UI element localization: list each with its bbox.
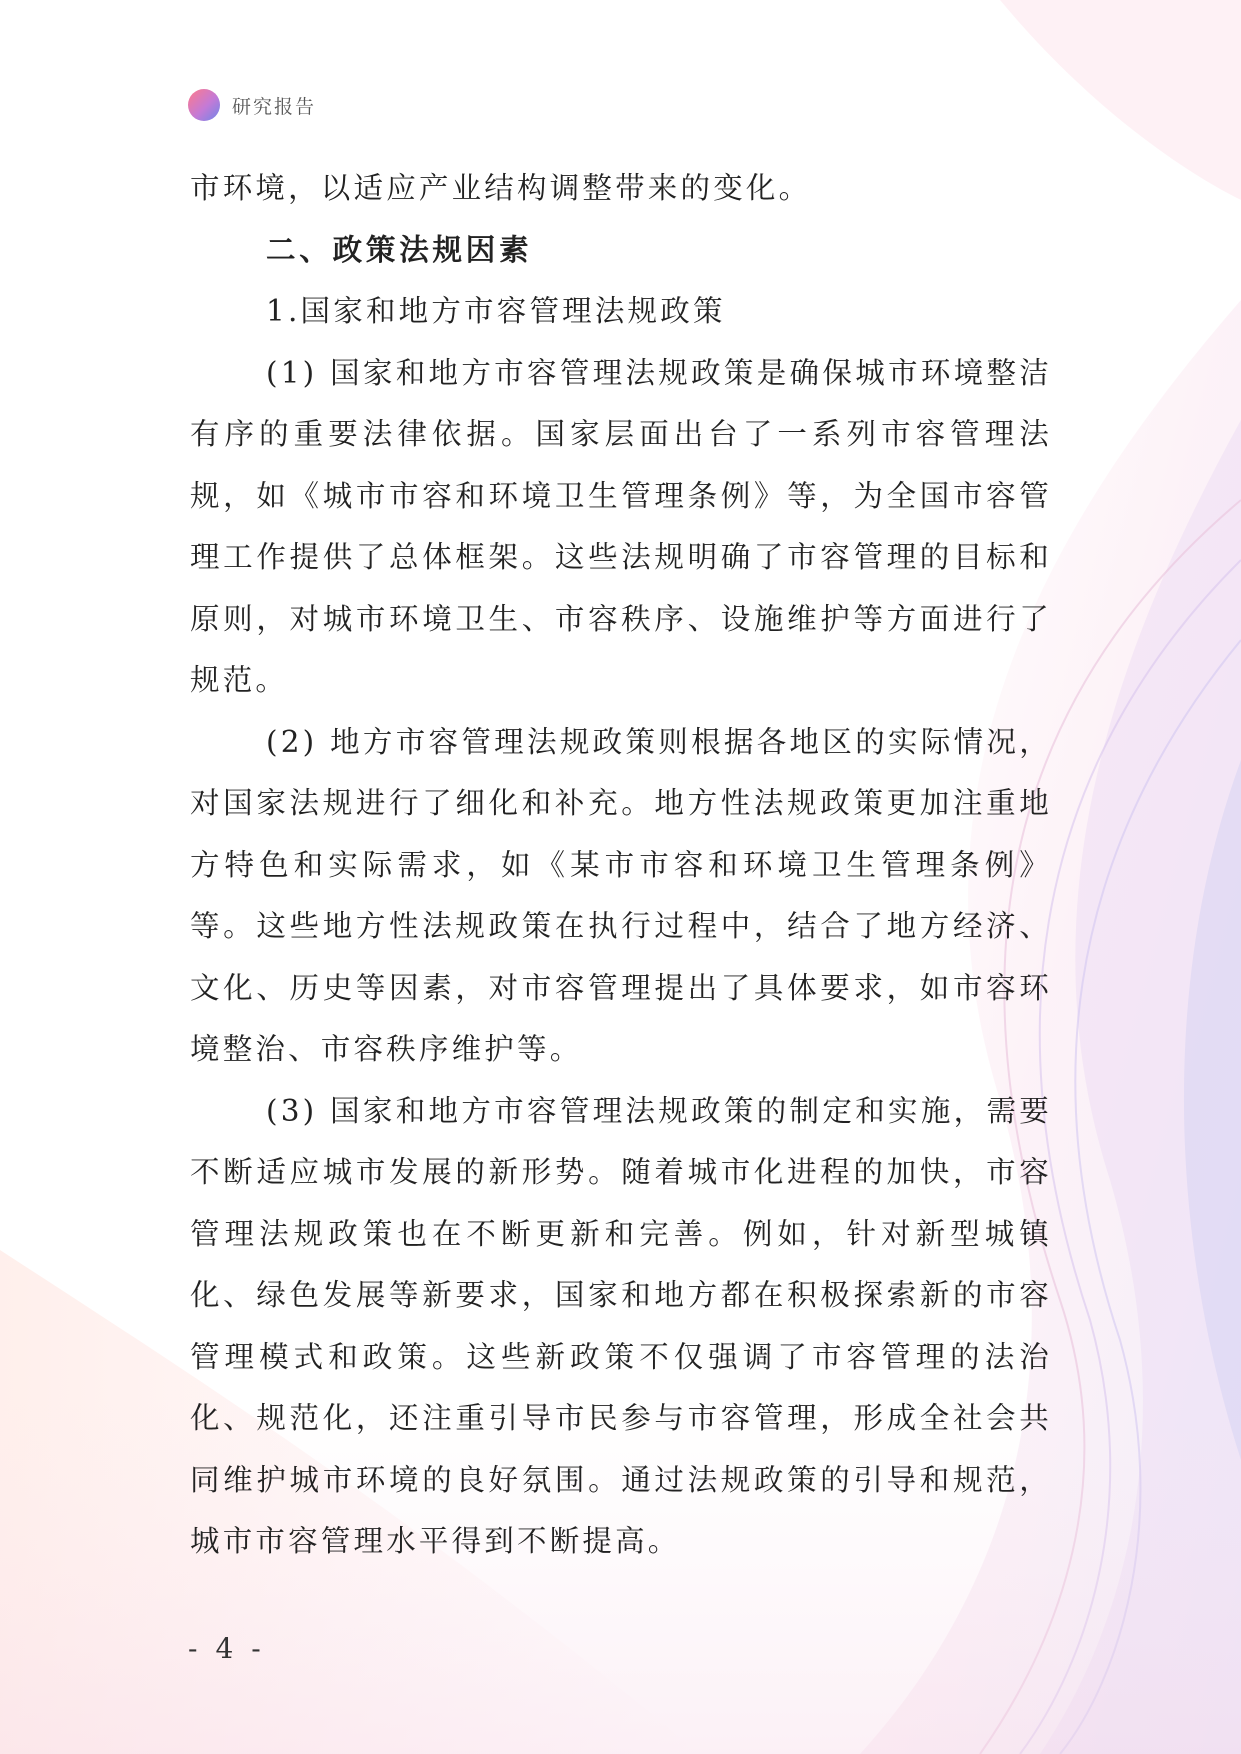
document-body [190, 158, 1052, 1573]
section-title: 二、政策法规因素 [266, 232, 533, 267]
subsection-title: 1.国家和地方市容管理法规政策 [266, 294, 726, 328]
paragraph-2: (2) 地方市容管理法规政策则根据各地区的实际情况，对国家法规进行了细化和补充。地方性法规政策更加注重地方特色和实际需求，如《某市市容和环境卫生管理条例》等。这些地方性法规政策在执行过程中，结合了地方经济、文化、历史等因素，对市容管理提出了具体要求，如市容环境整治、市容秩序维护等。 [190, 724, 1052, 1066]
logo-circle-icon [188, 89, 220, 121]
footer-dash-right: - [251, 1632, 267, 1665]
continuation-text: 市环境，以适应产业结构调整带来的变化。 [190, 171, 812, 205]
paragraph-1: (1) 国家和地方市容管理法规政策是确保城市环境整洁有序的重要法律依据。国家层面出台了一系列市容管理法规，如《城市市容和环境卫生管理条例》等，为全国市容管理工作提供了总体框架。这些法规明确了市容管理的目标和原则，对城市环境卫生、市容秩序、设施维护等方面进行了规范。 [190, 355, 1052, 697]
page-footer [188, 1632, 267, 1665]
report-header [188, 88, 316, 122]
footer-dash-left: - [188, 1632, 204, 1665]
page-number: 4 [215, 1632, 240, 1665]
paragraph-3: (3) 国家和地方市容管理法规政策的制定和实施，需要不断适应城市发展的新形势。随着城市化进程的加快，市容管理法规政策也在不断更新和完善。例如，针对新型城镇化、绿色发展等新要求，国家和地方都在积极探索新的市容管理模式和政策。这些新政策不仅强调了市容管理的法治化、规范化，还注重引导市民参与市容管理，形成全社会共同维护城市环境的良好氛围。通过法规政策的引导和规范，城市市容管理水平得到不断提高。 [190, 1093, 1052, 1558]
header-label: 研究报告 [232, 95, 317, 118]
